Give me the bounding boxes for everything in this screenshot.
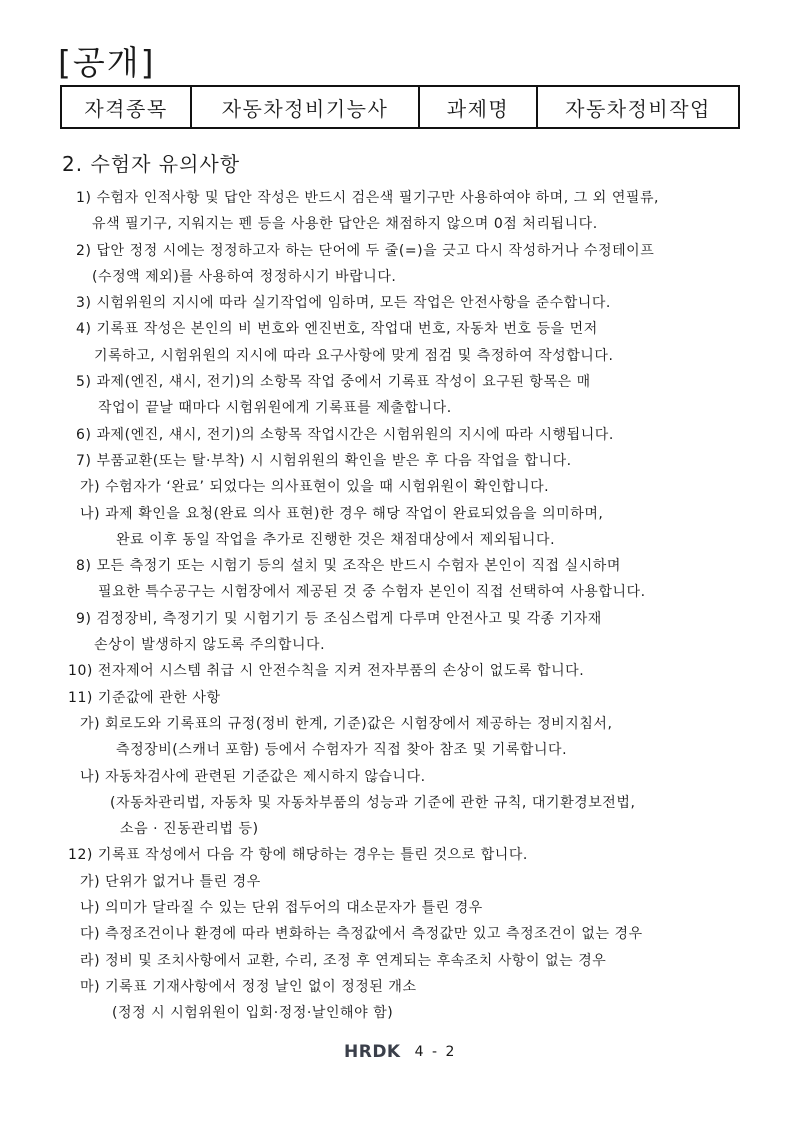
instruction-line: (정정 시 시험위원이 입회·정정·날인해야 함) (112, 1005, 394, 1022)
instruction-line: 9) 검정장비, 측정기기 및 시험기기 등 조심스럽게 다루며 안전사고 및 각종 기자재 (76, 610, 602, 627)
instruction-line: 완료 이후 동일 작업을 추가로 진행한 것은 채점대상에서 제외됩니다. (116, 531, 556, 548)
instruction-line: 1) 수험자 인적사항 및 답안 작성은 반드시 검은색 필기구만 사용하여야 하며, 그 외 연필류, (76, 190, 660, 206)
instruction-line: (자동차관리법, 자동차 및 자동차부품의 성능과 기준에 관한 규칙, 대기환경보전법, (110, 794, 636, 811)
instruction-line: 11) 기준값에 관한 사항 (68, 689, 221, 706)
hrdk-logo: HRDK (344, 1042, 401, 1062)
instruction-line: 다) 측정조건이나 환경에 따라 변화하는 측정값에서 측정값만 있고 측정조건이 없는 경우 (80, 926, 643, 943)
instruction-line: 가) 단위가 없거나 틀린 경우 (80, 873, 261, 890)
instruction-line: 소음 · 진동관리법 등) (120, 821, 259, 838)
instruction-line: 12) 기록표 작성에서 다음 각 항에 해당하는 경우는 틀린 것으로 합니다. (68, 847, 528, 864)
instruction-line: 나) 과제 확인을 요청(완료 의사 표현)한 경우 해당 작업이 완료되었음을 의미하며, (80, 505, 604, 522)
instruction-line: 4) 기록표 작성은 본인의 비 번호와 엔진번호, 작업대 번호, 자동차 번호 등을 먼저 (76, 321, 598, 338)
qualification-value: 자동차정비기능사 (191, 86, 419, 128)
instruction-line: 10) 전자제어 시스템 취급 시 안전수칙을 지켜 전자부품의 손상이 없도록 합니다. (68, 663, 585, 680)
instruction-line: 7) 부품교환(또는 탈·부착) 시 시험위원의 확인을 받은 후 다음 작업을 합니다. (76, 452, 572, 469)
page-footer (344, 1042, 456, 1062)
instructions-list (60, 185, 750, 1027)
instruction-line: 6) 과제(엔진, 섀시, 전기)의 소항목 작업시간은 시험위원의 지시에 따라 시행됩니다. (76, 426, 614, 443)
instruction-line: 8) 모든 측정기 또는 시험기 등의 설치 및 조작은 반드시 수험자 본인이 직접 실시하며 (76, 558, 621, 575)
instruction-line: 나) 의미가 달라질 수 있는 단위 접두어의 대소문자가 틀린 경우 (80, 900, 483, 917)
instruction-line: 라) 정비 및 조치사항에서 교환, 수리, 조정 후 연계되는 후속조치 사항이 없는 경우 (80, 952, 607, 969)
instruction-line: 기록하고, 시험위원의 지시에 따라 요구사항에 맞게 점검 및 측정하여 작성합니다. (94, 347, 614, 364)
task-value: 자동차정비작업 (537, 86, 739, 128)
instruction-line: 작업이 끝날 때마다 시험위원에게 기록표를 제출합니다. (98, 400, 452, 417)
instruction-line: 가) 회로도와 기록표의 규정(정비 한계, 기준)값은 시험장에서 제공하는 정비지침서, (80, 715, 613, 732)
instruction-line: 유색 필기구, 지워지는 펜 등을 사용한 답안은 채점하지 않으며 0점 처리됩니다. (92, 216, 598, 233)
task-label: 과제명 (419, 86, 537, 128)
visibility-tag: [공개] (58, 43, 156, 82)
instruction-line: (수정액 제외)를 사용하여 정정하시기 바랍니다. (92, 268, 397, 285)
instruction-line: 3) 시험위원의 지시에 따라 실기작업에 임하며, 모든 작업은 안전사항을 준수합니다. (76, 295, 611, 312)
page-number: 4 - 2 (414, 1044, 457, 1060)
instruction-line: 5) 과제(엔진, 섀시, 전기)의 소항목 작업 중에서 기록표 작성이 요구된 항목은 매 (76, 374, 591, 391)
instruction-line: 필요한 특수공구는 시험장에서 제공된 것 중 수험자 본인이 직접 선택하여 사용합니다. (98, 584, 646, 601)
instruction-line: 가) 수험자가 ‘완료’ 되었다는 의사표현이 있을 때 시험위원이 확인합니다. (80, 479, 550, 496)
instruction-line: 나) 자동차검사에 관련된 기준값은 제시하지 않습니다. (80, 768, 426, 785)
instruction-line: 2) 답안 정정 시에는 정정하고자 하는 단어에 두 줄(=)을 긋고 다시 작성하거나 수정테이프 (76, 242, 655, 259)
qualification-label: 자격종목 (61, 86, 191, 128)
instruction-line: 마) 기록표 기재사항에서 정정 날인 없이 정정된 개소 (80, 978, 417, 995)
exam-info-table (60, 85, 740, 129)
instruction-line: 측정장비(스캐너 포함) 등에서 수험자가 직접 찾아 참조 및 기록합니다. (116, 742, 568, 759)
section-title: 2. 수험자 유의사항 (62, 152, 241, 176)
instruction-line: 손상이 발생하지 않도록 주의합니다. (94, 637, 326, 654)
